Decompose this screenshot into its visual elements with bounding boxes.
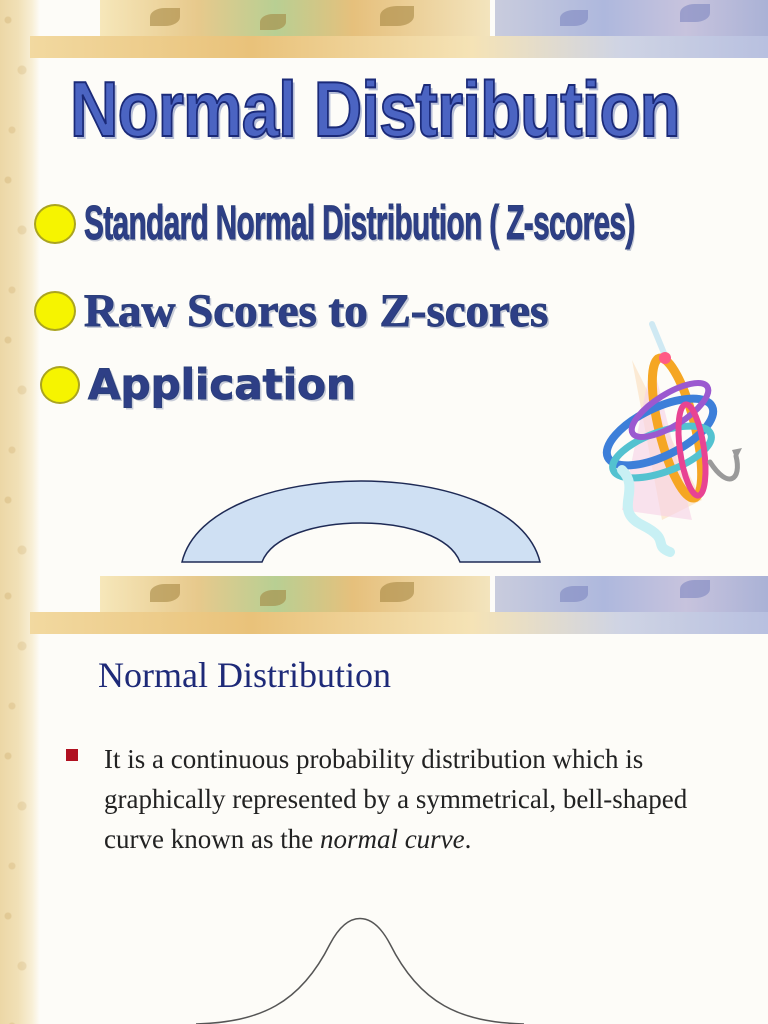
leaf-icon	[150, 584, 180, 602]
fishing-lure-icon	[592, 320, 762, 558]
square-bullet-icon	[66, 749, 78, 761]
bullet-standard-normal	[34, 196, 768, 251]
bullet-label: Application	[88, 360, 356, 409]
bullet-label: Raw Scores to Z-scores	[84, 285, 549, 337]
slide-1-title: Normal Distribution	[70, 65, 680, 153]
parchment-border	[0, 576, 40, 1024]
floral-banner	[0, 0, 768, 64]
definition-text	[104, 739, 736, 859]
slide-2-title: Normal Distribution	[98, 655, 391, 695]
floral-banner	[0, 576, 768, 640]
leaf-icon	[680, 4, 710, 22]
floral-block-right	[495, 576, 768, 616]
definition-bullet	[66, 739, 736, 859]
bullet-raw-scores	[34, 284, 548, 338]
yellow-bullet-icon	[34, 204, 76, 244]
arch-shape	[178, 470, 544, 570]
yellow-bullet-icon	[34, 291, 76, 331]
floral-strip	[30, 612, 768, 634]
slide-2	[0, 576, 768, 1024]
bullet-application	[40, 360, 356, 409]
definition-emphasis: normal curve	[319, 824, 465, 854]
floral-strip	[30, 36, 768, 58]
definition-text-end: .	[464, 824, 472, 854]
leaf-icon	[680, 580, 710, 598]
yellow-bullet-icon	[40, 366, 80, 404]
leaf-icon	[380, 6, 414, 26]
bell-curve-illustration	[190, 904, 530, 1024]
leaf-icon	[260, 14, 286, 30]
bullet-label: Standard Normal Distribution ( Z-scores)	[84, 197, 635, 250]
leaf-icon	[380, 582, 414, 602]
leaf-icon	[150, 8, 180, 26]
floral-block-right	[495, 0, 768, 40]
definition-text-main: It is a continuous probability distribution which is graphically represented by a symmetrical, bell-shaped curve known as the	[104, 744, 688, 854]
leaf-icon	[560, 10, 588, 26]
leaf-icon	[260, 590, 286, 606]
leaf-icon	[560, 586, 588, 602]
